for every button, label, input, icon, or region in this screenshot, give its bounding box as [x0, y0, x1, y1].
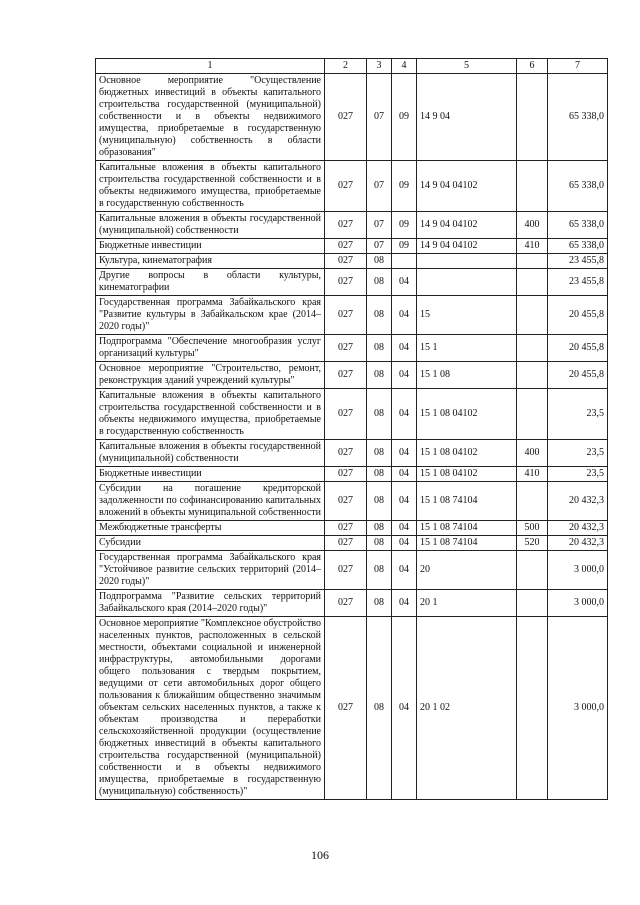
row-name-cell: Межбюджетные трансферты [96, 521, 325, 536]
column-header: 4 [392, 59, 417, 74]
column-header: 1 [96, 59, 325, 74]
subsection-code-cell: 09 [392, 212, 417, 239]
expense-type-cell: 500 [517, 521, 548, 536]
table-row [96, 482, 608, 521]
ministry-code-cell: 027 [325, 389, 367, 440]
amount-cell: 3 000,0 [548, 551, 608, 590]
table-row [96, 212, 608, 239]
expense-type-cell [517, 335, 548, 362]
amount-cell: 3 000,0 [548, 617, 608, 800]
section-code-cell: 08 [367, 335, 392, 362]
table-row [96, 239, 608, 254]
ministry-code-cell: 027 [325, 212, 367, 239]
table-row [96, 161, 608, 212]
target-article-cell: 15 1 08 04102 [417, 440, 517, 467]
target-article-cell: 15 1 08 74104 [417, 521, 517, 536]
amount-cell: 23,5 [548, 467, 608, 482]
column-header: 2 [325, 59, 367, 74]
section-code-cell: 08 [367, 521, 392, 536]
ministry-code-cell: 027 [325, 296, 367, 335]
ministry-code-cell: 027 [325, 74, 367, 161]
ministry-code-cell: 027 [325, 254, 367, 269]
target-article-cell: 20 1 02 [417, 617, 517, 800]
row-name-cell: Другие вопросы в области культуры, кинематографии [96, 269, 325, 296]
ministry-code-cell: 027 [325, 269, 367, 296]
row-name-cell: Подпрограмма "Обеспечение многообразия услуг организаций культуры" [96, 335, 325, 362]
expense-type-cell [517, 389, 548, 440]
table-row [96, 536, 608, 551]
subsection-code-cell: 04 [392, 467, 417, 482]
expense-type-cell [517, 254, 548, 269]
column-header: 3 [367, 59, 392, 74]
subsection-code-cell: 04 [392, 536, 417, 551]
subsection-code-cell: 04 [392, 335, 417, 362]
table-row [96, 521, 608, 536]
column-header: 5 [417, 59, 517, 74]
ministry-code-cell: 027 [325, 482, 367, 521]
subsection-code-cell: 04 [392, 482, 417, 521]
subsection-code-cell: 04 [392, 440, 417, 467]
target-article-cell [417, 269, 517, 296]
table-row [96, 440, 608, 467]
table-row [96, 389, 608, 440]
section-code-cell: 08 [367, 389, 392, 440]
amount-cell: 20 455,8 [548, 335, 608, 362]
expense-type-cell: 520 [517, 536, 548, 551]
table-row [96, 296, 608, 335]
section-code-cell: 08 [367, 362, 392, 389]
target-article-cell: 15 [417, 296, 517, 335]
subsection-code-cell: 04 [392, 269, 417, 296]
target-article-cell: 20 [417, 551, 517, 590]
target-article-cell [417, 254, 517, 269]
row-name-cell: Капитальные вложения в объекты государственной (муниципальной) собственности [96, 440, 325, 467]
subsection-code-cell: 04 [392, 617, 417, 800]
amount-cell: 3 000,0 [548, 590, 608, 617]
table-row [96, 254, 608, 269]
expense-type-cell: 410 [517, 239, 548, 254]
target-article-cell: 14 9 04 04102 [417, 161, 517, 212]
ministry-code-cell: 027 [325, 362, 367, 389]
ministry-code-cell: 027 [325, 335, 367, 362]
expense-type-cell [517, 617, 548, 800]
amount-cell: 65 338,0 [548, 212, 608, 239]
amount-cell: 65 338,0 [548, 239, 608, 254]
table-row [96, 617, 608, 800]
ministry-code-cell: 027 [325, 536, 367, 551]
table-row [96, 362, 608, 389]
row-name-cell: Основное мероприятие "Комплексное обустройство населенных пунктов, расположенных в сельской местности, объектами социальной и инженерной инфраструктуры, автомобильными дорогами общего пользования с твердым покрытием, ведущими от сети автомобильных дорог общего пользования к ближайшим общественно значимым объектам сельских населенных пунктов, а также к объектам производства и переработки сельскохозяйственной продукции (осуществление бюджетных инвестиций в объекты капитального строительства государственной (муниципальной) собственности и в объекты недвижимого имущества, приобретаемые в государственную (муниципальную) собственность)" [96, 617, 325, 800]
expense-type-cell: 410 [517, 467, 548, 482]
subsection-code-cell: 04 [392, 590, 417, 617]
ministry-code-cell: 027 [325, 590, 367, 617]
page-number: 106 [311, 848, 329, 862]
expense-type-cell [517, 74, 548, 161]
subsection-code-cell: 09 [392, 239, 417, 254]
row-name-cell: Государственная программа Забайкальского края "Развитие культуры в Забайкальском крае (2014–2020 годы)" [96, 296, 325, 335]
section-code-cell: 08 [367, 269, 392, 296]
amount-cell: 23 455,8 [548, 269, 608, 296]
row-name-cell: Бюджетные инвестиции [96, 239, 325, 254]
section-code-cell: 08 [367, 467, 392, 482]
amount-cell: 23,5 [548, 389, 608, 440]
table-row [96, 74, 608, 161]
target-article-cell: 15 1 08 04102 [417, 389, 517, 440]
target-article-cell: 20 1 [417, 590, 517, 617]
table-row [96, 335, 608, 362]
expense-type-cell [517, 362, 548, 389]
expense-type-cell [517, 296, 548, 335]
target-article-cell: 15 1 08 74104 [417, 536, 517, 551]
expense-type-cell [517, 590, 548, 617]
expense-type-cell [517, 482, 548, 521]
section-code-cell: 08 [367, 590, 392, 617]
subsection-code-cell: 04 [392, 551, 417, 590]
expense-type-cell [517, 161, 548, 212]
section-code-cell: 08 [367, 617, 392, 800]
table-row [96, 590, 608, 617]
subsection-code-cell: 04 [392, 521, 417, 536]
amount-cell: 20 455,8 [548, 362, 608, 389]
expense-type-cell: 400 [517, 212, 548, 239]
target-article-cell: 14 9 04 [417, 74, 517, 161]
ministry-code-cell: 027 [325, 161, 367, 212]
target-article-cell: 15 1 [417, 335, 517, 362]
expense-type-cell: 400 [517, 440, 548, 467]
ministry-code-cell: 027 [325, 617, 367, 800]
section-code-cell: 08 [367, 254, 392, 269]
amount-cell: 23 455,8 [548, 254, 608, 269]
budget-table [95, 58, 608, 800]
section-code-cell: 07 [367, 161, 392, 212]
ministry-code-cell: 027 [325, 440, 367, 467]
expense-type-cell [517, 551, 548, 590]
amount-cell: 65 338,0 [548, 74, 608, 161]
table-row [96, 269, 608, 296]
section-code-cell: 07 [367, 74, 392, 161]
section-code-cell: 08 [367, 296, 392, 335]
ministry-code-cell: 027 [325, 239, 367, 254]
subsection-code-cell: 09 [392, 161, 417, 212]
ministry-code-cell: 027 [325, 467, 367, 482]
row-name-cell: Капитальные вложения в объекты капитального строительства государственной собственности и в объекты недвижимого имущества, приобретаемые в государственную собственность [96, 389, 325, 440]
section-code-cell: 08 [367, 551, 392, 590]
row-name-cell: Субсидии на погашение кредиторской задолженности по софинансированию капитальных вложений в объекты муниципальной собственности [96, 482, 325, 521]
target-article-cell: 14 9 04 04102 [417, 239, 517, 254]
section-code-cell: 08 [367, 482, 392, 521]
target-article-cell: 15 1 08 04102 [417, 467, 517, 482]
row-name-cell: Подпрограмма "Развитие сельских территорий Забайкальского края (2014–2020 годы)" [96, 590, 325, 617]
table-row [96, 467, 608, 482]
target-article-cell: 15 1 08 [417, 362, 517, 389]
subsection-code-cell: 09 [392, 74, 417, 161]
table-row [96, 551, 608, 590]
subsection-code-cell: 04 [392, 389, 417, 440]
target-article-cell: 14 9 04 04102 [417, 212, 517, 239]
section-code-cell: 07 [367, 212, 392, 239]
row-name-cell: Субсидии [96, 536, 325, 551]
subsection-code-cell: 04 [392, 296, 417, 335]
section-code-cell: 08 [367, 440, 392, 467]
amount-cell: 20 432,3 [548, 482, 608, 521]
expense-type-cell [517, 269, 548, 296]
ministry-code-cell: 027 [325, 551, 367, 590]
header-row [96, 59, 608, 74]
row-name-cell: Основное мероприятие "Строительство, ремонт, реконструкция зданий учреждений культуры" [96, 362, 325, 389]
target-article-cell: 15 1 08 74104 [417, 482, 517, 521]
amount-cell: 20 455,8 [548, 296, 608, 335]
amount-cell: 23,5 [548, 440, 608, 467]
column-header: 7 [548, 59, 608, 74]
amount-cell: 65 338,0 [548, 161, 608, 212]
row-name-cell: Капитальные вложения в объекты государственной (муниципальной) собственности [96, 212, 325, 239]
ministry-code-cell: 027 [325, 521, 367, 536]
section-code-cell: 07 [367, 239, 392, 254]
row-name-cell: Капитальные вложения в объекты капитального строительства государственной собственности и в объекты недвижимого имущества, приобретаемые в государственную собственность [96, 161, 325, 212]
subsection-code-cell: 04 [392, 362, 417, 389]
row-name-cell: Основное мероприятие "Осуществление бюджетных инвестиций в объекты капитального строительства государственной (муниципальной) собственности и в объекты недвижимого имущества, приобретаемые в государственную (муниципальную) собственность в области образования" [96, 74, 325, 161]
subsection-code-cell [392, 254, 417, 269]
column-header: 6 [517, 59, 548, 74]
row-name-cell: Бюджетные инвестиции [96, 467, 325, 482]
section-code-cell: 08 [367, 536, 392, 551]
amount-cell: 20 432,3 [548, 536, 608, 551]
amount-cell: 20 432,3 [548, 521, 608, 536]
row-name-cell: Культура, кинематография [96, 254, 325, 269]
row-name-cell: Государственная программа Забайкальского края "Устойчивое развитие сельских территорий (2014–2020 годы)" [96, 551, 325, 590]
